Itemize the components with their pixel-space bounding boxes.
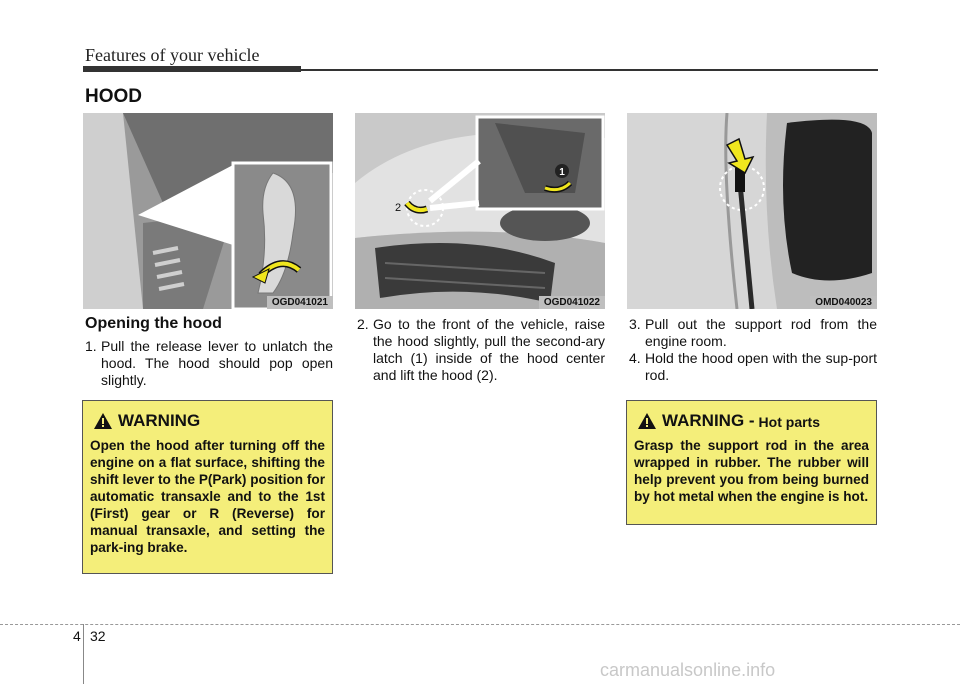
- step-3: [629, 316, 877, 350]
- callout-2: 2: [395, 202, 402, 214]
- step-1: [85, 338, 333, 389]
- latch-illustration: [355, 113, 605, 309]
- warning-body: Grasp the support rod in the area wrapped in rubber. The rubber will help prevent you from being burned by hot metal when the engine is hot.: [634, 438, 869, 504]
- step-number: 2.: [357, 316, 369, 332]
- step-text: Pull the release lever to unlatch the hood. The hood should pop open slightly.: [101, 338, 333, 388]
- figure-code: OGD041022: [539, 296, 605, 309]
- step-number: 3.: [629, 316, 641, 332]
- page-number: 32: [90, 628, 106, 644]
- header-title: Features of your vehicle: [85, 45, 260, 65]
- warning-heading: [94, 411, 325, 431]
- figure-code: OGD041021: [267, 296, 333, 309]
- warning-heading: [638, 411, 869, 431]
- warning-title: WARNING: [118, 411, 201, 430]
- step-2: [357, 316, 605, 384]
- watermark: carmanualsonline.info: [600, 660, 776, 680]
- step-number: 1.: [85, 338, 97, 354]
- warning-box-hot-parts: [626, 400, 877, 525]
- figure-support-rod: [627, 113, 877, 309]
- footer-rule: [83, 624, 84, 684]
- figure-secondary-latch: [355, 113, 605, 309]
- callout-1: 1: [559, 167, 565, 178]
- warning-title: WARNING -: [662, 411, 755, 430]
- header-rule: [83, 66, 878, 72]
- step-4: [629, 350, 877, 384]
- warning-icon: [638, 413, 656, 429]
- section-title: HOOD: [85, 86, 142, 107]
- step-text: Go to the front of the vehicle, raise the hood slightly, pull the second-ary latch (1) inside of the hood center and lift the hood (2).: [373, 316, 605, 383]
- figure-code: OMD040023: [810, 296, 877, 309]
- warning-icon: [94, 413, 112, 429]
- warning-body: Open the hood after turning off the engine on a flat surface, shifting the shift lever to the P(Park) position for automatic transaxle and to the 1st (First) gear or R (Reverse) for manual transaxle, and setting the park-ing brake.: [90, 438, 325, 555]
- support-rod-illustration: [627, 113, 877, 309]
- step-text: Hold the hood open with the sup-port rod.: [645, 350, 877, 383]
- subheading-opening-the-hood: Opening the hood: [85, 315, 222, 332]
- step-text: Pull out the support rod from the engine room.: [645, 316, 877, 349]
- step-number: 4.: [629, 350, 641, 366]
- footer-dashed-line: [0, 624, 960, 625]
- chapter-number: 4: [73, 628, 81, 644]
- lever-illustration: [83, 113, 333, 309]
- warning-box-hood: [82, 400, 333, 574]
- figure-hood-release-lever: [83, 113, 333, 309]
- warning-subtitle: Hot parts: [758, 414, 820, 430]
